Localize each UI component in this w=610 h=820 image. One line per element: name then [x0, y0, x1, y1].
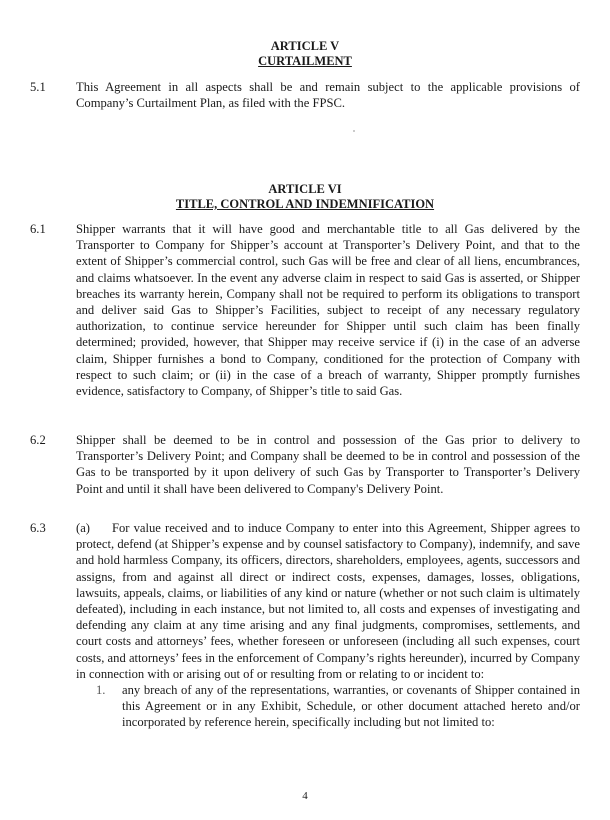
article-v-title: CURTAILMENT [258, 54, 352, 68]
section-body [76, 520, 580, 731]
article-vi-number: ARTICLE VI [268, 182, 342, 196]
section-6-2 [30, 432, 580, 497]
article-vi-heading [0, 182, 610, 212]
section-5-1 [30, 79, 580, 111]
section-number: 6.1 [30, 222, 46, 236]
article-v-number: ARTICLE V [270, 39, 340, 53]
section-number: 6.2 [30, 433, 46, 447]
section-number: 5.1 [30, 80, 46, 94]
list-item-number: 1. [96, 683, 106, 698]
section-text: Shipper shall be deemed to be in control and possession of the Gas prior to delivery to Transporter’s Delivery Point; and Company shall be deemed to be in control and possession of the Gas to be transported by it upon delivery of such Gas by Transporter to Transporter’s Delivery Point and until it shall have been delivered to Company's Delivery Point. [76, 433, 580, 496]
subsection-label: (a) [76, 521, 90, 535]
list-item-text: any breach of any of the representations, warranties, or covenants of Shipper contained in this Agreement or in any Exhibit, Schedule, or other document attached hereto and/or incorporated by reference herein, specifically including but not limited to: [122, 683, 580, 730]
article-vi-title: TITLE, CONTROL AND INDEMNIFICATION [175, 197, 435, 211]
section-text: This Agreement in all aspects shall be and remain subject to the applicable provisions of Company’s Curtailment Plan, as filed with the FPSC. [76, 80, 580, 111]
list-item [94, 682, 580, 731]
section-text: Shipper warrants that it will have good and merchantable title to all Gas delivered by the Transporter to Company for Shipper’s account at Transporter’s Delivery Point, and that to the extent of Shipper’s commercial control, such Gas will be free and clear of all liens, encumbrances, and claims whatsoever. In the event any adverse claim in respect to said Gas is asserted, or Shipper breaches its warranty herein, Company shall not be required to perform its obligations to transport and deliver said Gas to Shipper’s Facilities, subject to receipt of any necessary regulatory authorization, to continue service hereunder for Shipper until such claim has been finally determined; provided, however, that Shipper may receive service if (i) in the case of an adverse claim, Shipper furnishes a bond to Company, conditioned for the protection of Company with respect to such claim; or (ii) in the case of a breach of warranty, Shipper promptly furnishes evidence, satisfactory to Company, of Shipper’s title to said Gas. [76, 222, 580, 399]
section-6-1 [30, 221, 580, 399]
scan-speck [353, 130, 355, 132]
section-text: For value received and to induce Company to enter into this Agreement, Shipper agrees to protect, defend (at Shipper’s expense and by counsel satisfactory to Company), indemnify, and save and hold harmless Company, its officers, directors, shareholders, employees, agents, successors and assigns, from and against all direct or indirect costs, expenses, damages, losses, obligations, lawsuits, appeals, claims, or liabilities of any kind or nature (whether or not such claim is ultimately defeated), including in each instance, but not limited to, all costs and expenses of investigating and defending any claim at any time arising and any final judgments, compromises, settlements, and court costs and attorneys’ fees, whether foreseen or unforeseen (including all such expenses, court costs, and attorneys’ fees in the enforcement of Company’s rights hereunder), incurred by Company in connection with or arising out of or resulting from or relating to or incident to: [76, 521, 580, 681]
section-number: 6.3 [30, 521, 46, 535]
page-number: 4 [302, 790, 308, 802]
article-v-heading [0, 39, 610, 69]
section-6-3 [30, 520, 580, 731]
